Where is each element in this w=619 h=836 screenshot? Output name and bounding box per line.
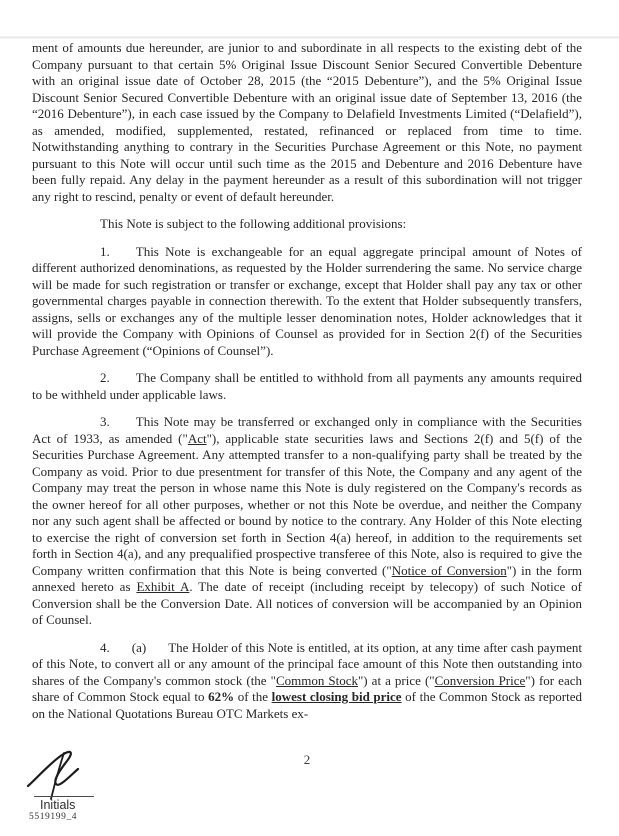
text-run: Exhibit A xyxy=(136,579,190,594)
section-3-paragraph xyxy=(32,414,582,629)
text-run: ") at a price (" xyxy=(358,672,435,688)
continuation-paragraph xyxy=(32,40,582,205)
text-run: Common Stock xyxy=(275,672,358,688)
section-4a-paragraph xyxy=(32,640,582,723)
text-run: . The date of receipt (including receipt by telecopy) of such Notice of Conversion shall be the Conversion Date. All notices of conversion will be accompanied by an Opinion of Counsel. xyxy=(32,579,582,627)
provisions-heading-paragraph xyxy=(32,216,582,233)
text-run: 2. xyxy=(100,370,110,385)
section-1-paragraph xyxy=(32,244,582,360)
text-run: Notice of Conversion xyxy=(391,562,507,578)
text-run: of the xyxy=(234,689,272,704)
text-run: This Note is exchangeable for an equal aggregate principal amount of Notes of different authorized denominations, as requested by the Holder surrendering the same. No service charge will be made for such registration or transfer or exchange, except that Holder shall pay any tax or other governmental charges payable in connection therewith. To the extent that Holder subsequently transfers, assigns, sells or exchanges any of the multiple lesser denomination notes, Holder acknowledges that it will provide the Company with Opinions of Counsel as provided for in Section 2(f) of the Securities Purchase Agreement (“Opinions of Counsel”). xyxy=(32,243,582,358)
text-run: lowest closing bid price xyxy=(271,689,402,704)
text-run: of the Common Stock as reported on the National Quotations Bureau OTC Markets ex- xyxy=(32,689,582,721)
text-run: The Holder of this Note is entitled, at its option, at any time after cash payment of this Note, to convert all or any amount of the principal face amount of this Note then outstanding into shares of the Company's common stock (the " xyxy=(32,639,582,688)
text-run: "), applicable state securities laws and Sections 2(f) and 5(f) of the Securities Purchase Agreement. Any attempted transfer to a non-qualifying party shall be treated by the Company as void. Prior to due presentment for transfer of this Note, the Company and any agent of the Company may treat the person in whose name this Note is duly registered on the Company's records as the owner hereof for all other purposes, whether or not this Note be overdue, and neither the Company nor any such agent shall be affected or bound by notice to the contrary. Any Holder of this Note electing to exercise the right of conversion set forth in Section 4(a) hereof, in addition to the requirements set forth in Section 4(a), and any prequalified prospective transferee of this Note, also is required to give the Company written confirmation that this Note is being converted (" xyxy=(32,430,582,578)
initials-line xyxy=(34,796,94,797)
text-run: This Note may be transferred or exchanged only in compliance with the Securities Act of 1933, as amended (" xyxy=(32,414,582,446)
text-run: ") in the form annexed hereto as xyxy=(32,562,582,594)
document-body xyxy=(32,40,582,722)
text-run: 4. xyxy=(100,639,110,655)
text-run: ment of amounts due hereunder, are junior to and subordinate in all respects to the existing debt of the Company pursuant to that certain 5% Original Issue Discount Senior Secured Convertible Debenture with an original issue date of October 28, 2015 (the “2015 Debenture”), and the 5% Original Issue Discount Senior Secured Convertible Debenture with an original issue date of September 13, 2016 (the “2016 Debenture”), in each case issued by the Company to Delafield Investments Limited (“Delafield”), as amended, modified, supplemented, restated, refinanced or replaced from time to time. Notwithstanding anything to contrary in the Securities Purchase Agreement or this Note, no payment pursuant to this Note will occur until such time as the 2015 and Debenture and 2016 Debenture have been fully repaid. Any delay in the payment hereunder as a result of this subordination will not trigger any right to rescind, penalty or event of default hereunder. xyxy=(32,40,582,204)
section-2-paragraph xyxy=(32,370,582,403)
document-control-number: 5519199_4 xyxy=(29,812,78,822)
initials-label: Initials xyxy=(40,798,76,812)
text-run: Act xyxy=(187,430,207,446)
page-number: 2 xyxy=(303,752,311,767)
text-run: ") for each share of Common Stock equal to xyxy=(32,672,582,704)
text-run: 3. xyxy=(100,414,110,429)
text-run: 62% xyxy=(208,689,235,704)
text-run: Conversion Price xyxy=(434,672,526,688)
scan-artifact-band xyxy=(0,36,619,39)
text-run: 1. xyxy=(100,243,110,259)
text-run: The Company shall be entitled to withhold from all payments any amounts required to be withheld under applicable laws. xyxy=(32,370,582,402)
text-run: This Note is subject to the following additional provisions: xyxy=(100,216,407,231)
initials-signature-scribble xyxy=(24,750,100,800)
text-run: (a) xyxy=(131,639,147,655)
